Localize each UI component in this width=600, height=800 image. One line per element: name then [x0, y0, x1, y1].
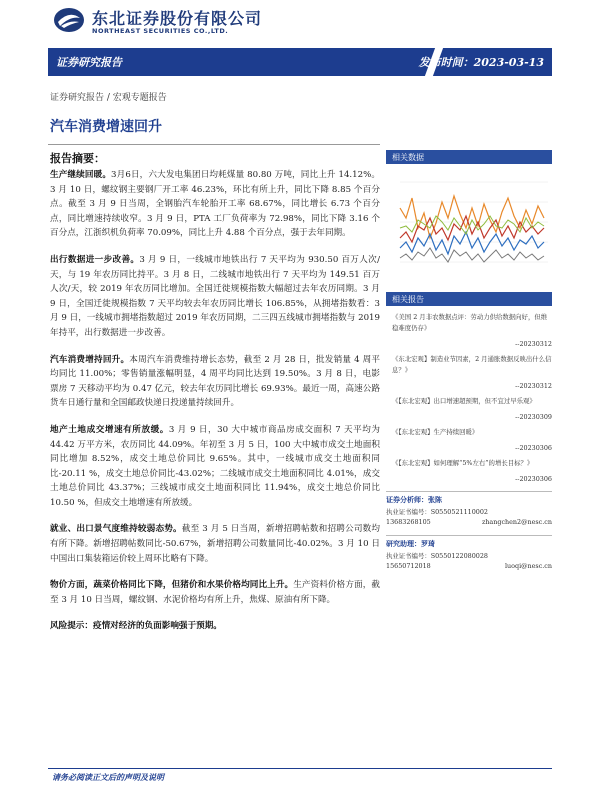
- paragraph-text: 截至 3 月 5 日当周，新增招聘帖数和招聘公司数均有所下降。新增招聘帖数同比-50.67%，新增招聘公司数量同比-40.02%。3 月 10 日中国出口集装箱运价较上周环比略有下降。: [50, 524, 380, 564]
- paragraph-risk: [50, 619, 380, 634]
- paragraph-lead: 地产土地成交增速有所放缓。: [50, 424, 169, 435]
- footer-disclaimer: 请务必阅读正文后的声明及说明: [52, 772, 164, 782]
- paragraph-text: 生产资料价格方面，截至 3 月 10 日当周，螺纹钢、水泥价格均有所上升，焦煤、原油有所下降。: [50, 580, 380, 605]
- page-title: 汽车消费增速回升: [50, 119, 162, 135]
- thumbnail-chart-image: [386, 168, 552, 286]
- related-report-link[interactable]: 《美国 2 月非农数据点评：劳动力供给数据向好，但维稳难度仍存》: [392, 313, 548, 332]
- breadcrumb: 证券研究报告 / 宏观专题报告: [50, 93, 167, 103]
- paragraph-text: 3 月 9 日，一线城市地铁出行 7 天平均为 930.50 百万人次/天，与 19 年农历同比持平。3 月 8 日，二线城市地铁出行 7 天平均为 149.51 百万人次/天，较 2019 年农历同比增加。全国迁徙规模指数大幅超过去年农历同期。3 月 9 日，全国迁徙规模指数 7 天平均较去年农历同比增长 106.85%，从拥堵指数看：3 月 9 日，一线城市拥堵指数超过 2019 年农历同期，二三四五线城市拥堵指数与 2019 年持平，出行数据进一步改善。: [50, 254, 380, 338]
- abstract-body: [50, 168, 380, 646]
- related-report-date: --20230312: [515, 382, 552, 390]
- analyst-email[interactable]: zhangchen2@nesc.cn: [481, 518, 552, 526]
- paragraph-travel: [50, 253, 380, 341]
- analyst-phone: 13683268105: [386, 518, 431, 526]
- paragraph-prices: [50, 578, 380, 607]
- report-type-label: 证券研究报告: [56, 56, 122, 69]
- paragraph-auto: [50, 353, 380, 411]
- assistant-email[interactable]: luoqi@nesc.cn: [504, 562, 552, 570]
- related-report-link[interactable]: 《【东北宏观】如何理解“5%左右”的增长目标？》: [392, 459, 534, 467]
- paragraph-lead: 汽车消费增持回升。: [50, 354, 130, 365]
- paragraph-production: [50, 168, 380, 241]
- paragraph-employment: [50, 522, 380, 566]
- paragraph-text: 3月6日，六大发电集团日均耗煤量 80.80 万吨，同比上升 14.12%。3 月 10 日，螺纹钢主要钢厂开工率 46.23%，环比有所上升，同比下降 8.85 个百分点。截至 3 月 9 日当周，全钢胎汽车轮胎开工率 68.67%，同比增长 6.73 个百分点，同比增速持续收窄。3 月 9 日，PTA 工厂负荷率为 72.98%，同比下降 3.16 个百分点，江浙织机负荷率 70.09%，同比上升 4.88 个百分点，强于去年同期。: [50, 170, 380, 239]
- related-report-link[interactable]: 《东北宏观】制造业节因素，2 月通胀数据反映出什么信息？》: [392, 355, 552, 374]
- assistant-cert: 执业证书编号：S0550122080028: [386, 552, 488, 560]
- paragraph-lead: 出行数据进一步改善。: [50, 254, 140, 265]
- related-report-date: --20230309: [515, 413, 552, 421]
- related-report-link[interactable]: 《【东北宏观】生产持续回暖》: [392, 428, 479, 436]
- company-logo-icon: [52, 6, 86, 34]
- company-name-cn: 东北证券股份有限公司: [92, 9, 263, 28]
- paragraph-lead: 风险提示：疫情对经济的负面影响强于预期。: [50, 621, 222, 632]
- related-report-date: --20230312: [515, 340, 552, 348]
- related-report-date: --20230306: [515, 475, 552, 483]
- sidebar: [386, 150, 552, 571]
- paragraph-lead: 生产继续回暖。: [50, 170, 112, 180]
- paragraph-lead: 物价方面，蔬菜价格同比下降，但猪价和水果价格均同比上升。: [50, 580, 294, 591]
- related-reports-header: 相关报告: [386, 292, 552, 306]
- assistant-name: 研究助理：罗琦: [386, 535, 552, 549]
- paragraph-text: 3 月 9 日，30 大中城市商品房成交面积 7 天平均为 44.42 万平方米，农历同比 44.09%。年初至 3 月 5 日，100 大中城市成交土地面积同比增加 8.52%，成交土地总价同比 9.65%。其中，一线城市成交土地面积同比-20.11 %，成交土地总价同比-43.02%；二线城市成交土地面积同比 4.01%，成交土地总价同比 43.37%；三线城市成交土地面积同比 11.94%，成交土地总价同比 10.50 %，但成交土地增速有所放缓。: [50, 424, 380, 508]
- publish-date: 发布时间：2023-03-13: [418, 56, 544, 69]
- analyst-contact: [386, 517, 552, 527]
- paragraph-text: 本周汽车消费维持增长态势，截至 2 月 28 日，批发销量 4 周平均同比 11.00%；零售销量涨幅明显，4 周平均同比达到 19.50%。3 月 8 日，电影票房 7 天移动平均为 0.47 亿元，较去年农历同比增长 69.93%。最近一周，高速公路货车日通行量和全国邮政快递日投递量持续回升。: [50, 354, 380, 409]
- section-divider: [48, 144, 380, 145]
- related-report-date: --20230306: [515, 444, 552, 452]
- abstract-label: 报告摘要：: [50, 152, 105, 165]
- paragraph-property: [50, 423, 380, 511]
- company-name-en: NORTHEAST SECURITIES CO.,LTD.: [92, 27, 229, 35]
- assistant-phone: 15650712018: [386, 562, 431, 570]
- analyst-cert: 执业证书编号：S0550521110002: [386, 508, 488, 516]
- related-report-link[interactable]: 《【东北宏观】出口增速超预期，但不宜过早乐观》: [392, 397, 536, 405]
- paragraph-lead: 就业、出口景气度维持较弱态势。: [50, 524, 182, 535]
- report-header-bar: [48, 48, 552, 76]
- related-data-chart: [386, 168, 552, 286]
- analyst-name: 证券分析师：张陈: [386, 491, 552, 505]
- related-data-header: 相关数据: [386, 150, 552, 164]
- company-logo: [52, 6, 292, 38]
- footer-divider: [48, 768, 552, 769]
- assistant-contact: [386, 561, 552, 571]
